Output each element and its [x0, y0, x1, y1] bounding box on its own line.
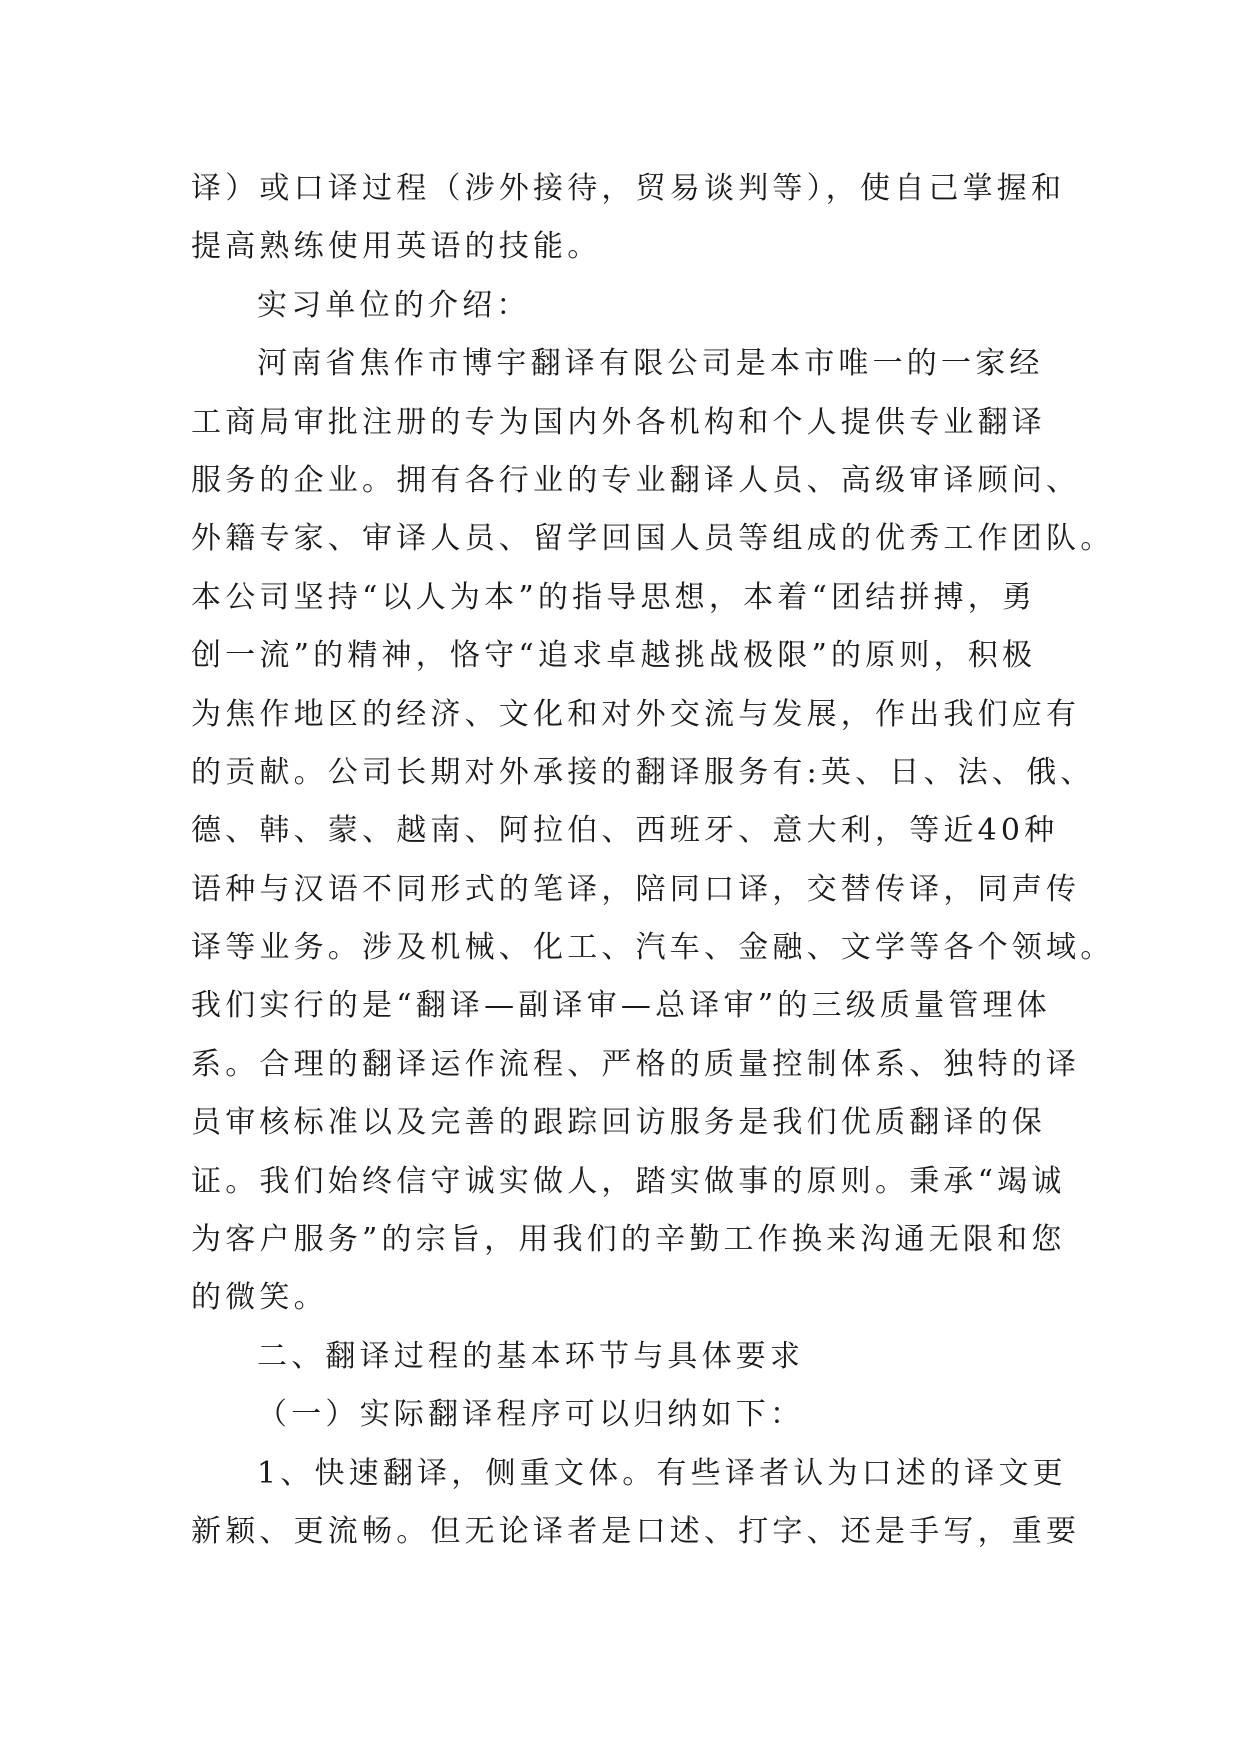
text-line: 服务的企业。拥有各行业的专业翻译人员、高级审译顾问、 [191, 462, 1081, 498]
section-heading: 实习单位的介绍： [257, 287, 531, 323]
paragraph-first-line: 河南省焦作市博宇翻译有限公司是本市唯一的一家经 [257, 346, 1044, 382]
text-line: 我们实行的是“翻译—副译审—总译审”的三级质量管理体 [191, 988, 1051, 1024]
text-line: 语种与汉语不同形式的笔译，陪同口译，交替传译，同声传 [191, 871, 1081, 907]
section-heading: 二、翻译过程的基本环节与具体要求 [257, 1338, 805, 1374]
text-line: 为焦作地区的经济、文化和对外交流与发展，作出我们应有 [191, 696, 1081, 732]
text-line: 工商局审批注册的专为国内外各机构和个人提供专业翻译 [191, 404, 1046, 440]
text-line: 的微笑。 [191, 1280, 328, 1316]
text-line: 译等业务。涉及机械、化工、汽车、金融、文学等各个领域。 [191, 930, 1115, 966]
paragraph-first-line: 1、快速翻译，侧重文体。有些译者认为口述的译文更 [257, 1455, 1067, 1491]
text-line: 系。合理的翻译运作流程、严格的质量控制体系、独特的译 [191, 1046, 1081, 1082]
text-line: 新颖、更流畅。但无论译者是口述、打字、还是手写，重要 [191, 1513, 1081, 1549]
text-line: 德、韩、蒙、越南、阿拉伯、西班牙、意大利，等近40种 [191, 813, 1059, 849]
text-line: 员审核标准以及完善的跟踪回访服务是我们优质翻译的保 [191, 1105, 1046, 1141]
subsection-heading: （一）实际翻译程序可以归纳如下： [257, 1397, 805, 1433]
text-line: 本公司坚持“以人为本”的指导思想，本着“团结拼搏，勇 [191, 579, 1037, 615]
body-text [191, 160, 1115, 1561]
text-line: 为客户服务”的宗旨，用我们的辛勤工作换来沟通无限和您 [191, 1222, 1066, 1258]
text-line: 证。我们始终信守诚实做人，踏实做事的原则。秉承“竭诚 [191, 1163, 1066, 1199]
text-line: 译）或口译过程（涉外接待，贸易谈判等），使自己掌握和 [191, 171, 1066, 206]
text-line: 创一流”的精神，恪守“追求卓越挑战极限”的原则，积极 [191, 638, 1037, 674]
text-line: 外籍专家、审译人员、留学回国人员等组成的优秀工作团队。 [191, 521, 1115, 557]
text-line: 提高熟练使用英语的技能。 [191, 229, 602, 265]
text-line: 的贡献。公司长期对外承接的翻译服务有:英、日、法、俄、 [191, 754, 1095, 790]
